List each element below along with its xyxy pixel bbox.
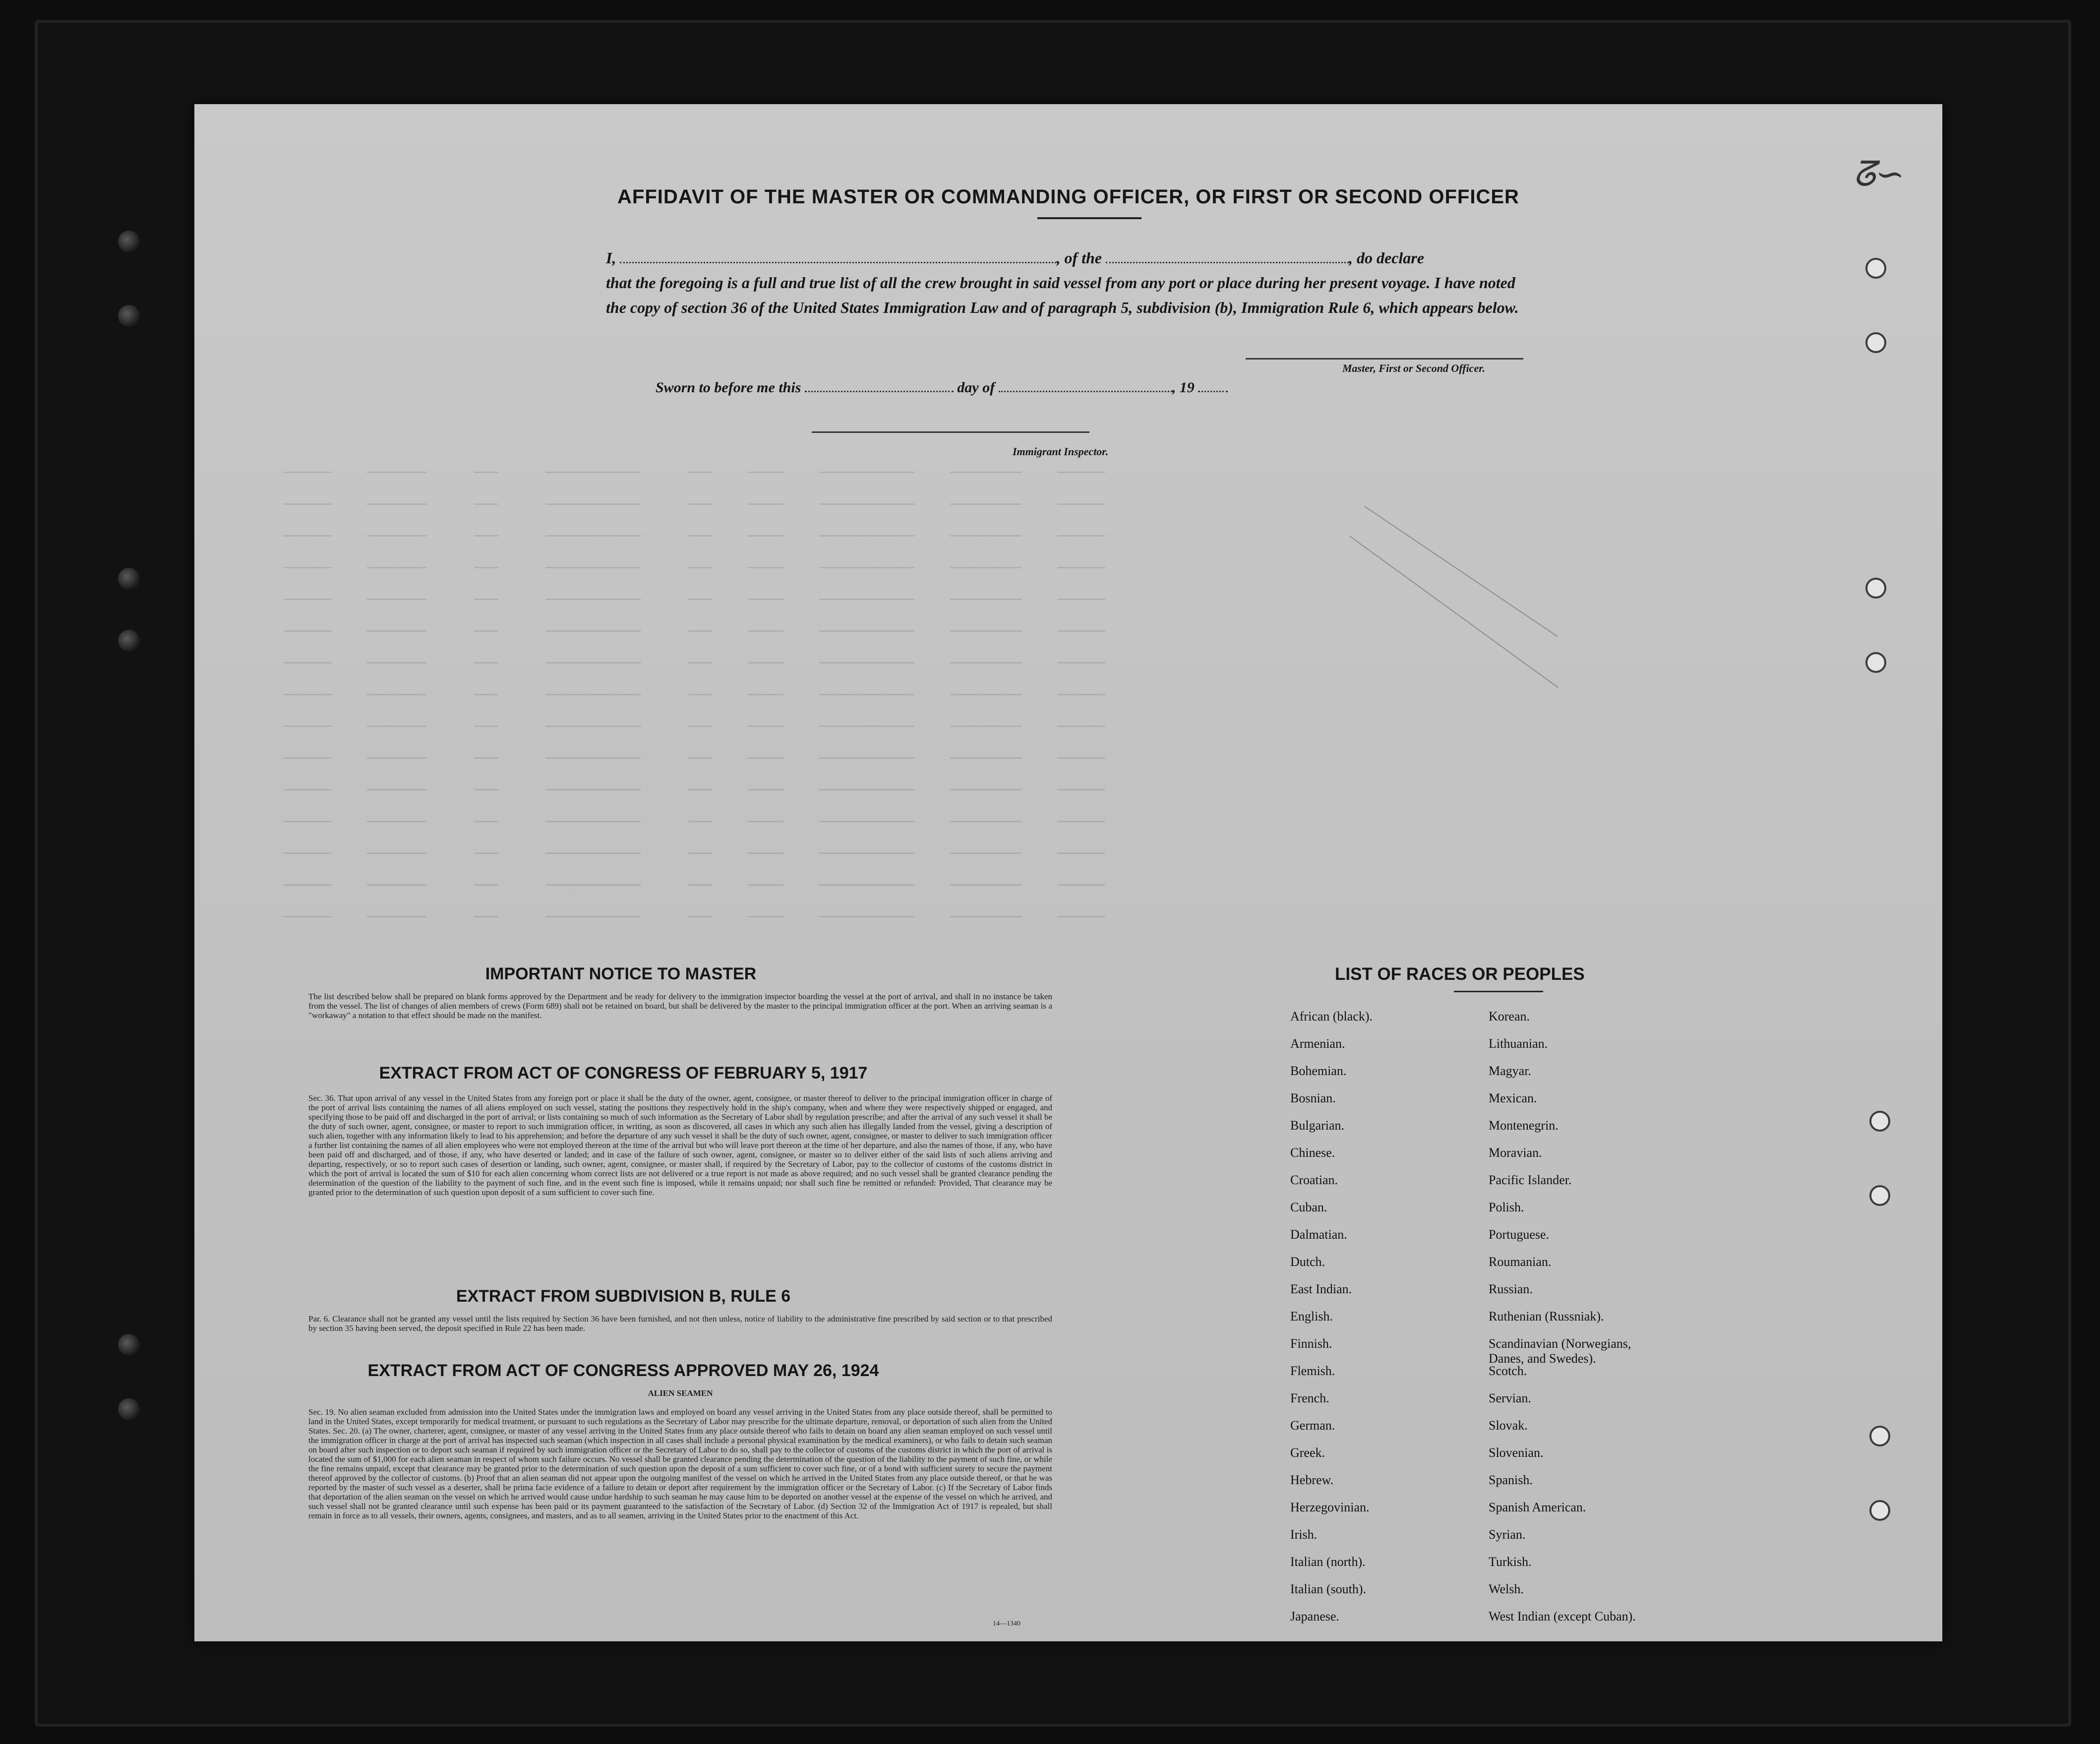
- race-item: Italian (south).: [1290, 1582, 1367, 1596]
- extract-1924-text: Sec. 19. No alien seaman excluded from admission into the United States under the immigration laws and employed on board any vessel arriving in the United States from any place outside thereof, shall be permitted to land in the United States, except temporarily for medical treatment, or pursuant to such regulations as the Secretary of Labor may prescribe for the ultimate departure, removal, or deportation of such alien from the United States. Sec. 20. (a) The owner, charterer, agent, consignee, or master of any vessel arriving in the United States from any place outside thereof who fails to detain on board any alien seaman employed on such vessel until the immigration officer in charge at the port of arrival has inspected such seaman (which inspection in all cases shall include a personal physical examination by the medical examiners), or who fails to detain such seaman on board after such inspection or to deport such seaman if required by such immigration officer or the Secretary of Labor to do so, shall pay to the collector of customs of the customs district in which the port of arrival is located the sum of $1,000 for each alien seaman in respect of whom such failure occurs. No vessel shall be granted clearance pending the determination of the question of the liability to the payment of such fine, or while the fine remains unpaid, except that clearance may be granted prior to the determination of such question upon the deposit of a sum sufficient to cover such fine, or of a bond with sufficient surety to secure the payment thereof approved by the collector of customs. (b) Proof that an alien seaman did not appear upon the outgoing manifest of the vessel on which he arrived in the United States from any place outside thereof, or that he was reported by the master of such vessel as a deserter, shall be prima facie evidence of a failure to detain or deport after requirement by the immigration officer or the Secretary of Labor. (c) If the Secretary of Labor finds that deportation of the alien seaman on the vessel on which he arrived would cause undue hardship to such seaman he may cause him to be deported on another vessel at the expense of the vessel on which he arrived, and such vessel shall not be granted clearance until such expense has been paid or its payment guaranteed to the satisfaction of the Secretary of Labor. (d) Section 32 of the Immigration Act of 1917 is repealed, but shall remain in force as to all vessels, their owners, agents, consignees, and masters, and as to all seamen, arriving in the United States prior to the enactment of this Act.: [308, 1407, 1052, 1520]
- sworn-statement: [656, 377, 1228, 396]
- punch-hole: [118, 1398, 140, 1420]
- race-item: Servian.: [1489, 1391, 1531, 1405]
- race-item: Croatian.: [1290, 1173, 1338, 1187]
- race-item: Dutch.: [1290, 1255, 1325, 1269]
- race-item: Cuban.: [1290, 1200, 1327, 1214]
- race-item: Lithuanian.: [1489, 1036, 1548, 1051]
- race-item: Montenegrin.: [1489, 1118, 1559, 1133]
- binder-ring-icon: [1869, 1185, 1890, 1206]
- race-item: Spanish American.: [1489, 1500, 1586, 1514]
- extract-rule6-title: EXTRACT FROM SUBDIVISION B, RULE 6: [456, 1287, 791, 1306]
- do-declare-label: , do declare: [1349, 249, 1424, 267]
- races-left-column: [1290, 1009, 1373, 1636]
- extract-rule6-text: Par. 6. Clearance shall not be granted any vessel until the lists required by Section 36 have been furnished, and not then unless, notice of liability to the administrative fine prescribed by said section or to that prescribed by section 35 having been served, the deposit specified in Rule 22 has been made.: [308, 1314, 1052, 1333]
- binder-ring-icon: [1869, 1500, 1890, 1521]
- binder-ring-icon: [1865, 332, 1886, 353]
- race-item: African (black).: [1290, 1009, 1373, 1023]
- race-item: Irish.: [1290, 1527, 1318, 1542]
- binder-ring-icon: [1869, 1426, 1890, 1446]
- race-item: Herzegovinian.: [1290, 1500, 1370, 1514]
- race-item: Dalmatian.: [1290, 1227, 1347, 1242]
- declarant-label: I,: [606, 249, 616, 267]
- show-through-text: ──── ───── ── ──────── ── ─── ──────── ────── ──── ──── ───── ── ──────── ── ─── ──────── ────── ──── ──── ───── ── ──────── ── ─── ──────── ────── ──── ──── ───── ── ──────── ── ─── ──────── ────── ──── ──── ───── ── ──────── ── ─── ──────── ────── ──── ──── ───── ── ──────── ── ─── ──────── ────── ──── ──── ───── ── ──────── ── ─── ──────── ────── ──── ──── ───── ── ──────── ── ─── ──────── ────── ──── ──── ───── ── ──────── ── ─── ──────── ────── ──── ──── ───── ── ──────── ── ─── ──────── ────── ──── ──── ───── ── ──────── ── ─── ──────── ────── ──── ──── ───── ── ──────── ── ─── ──────── ────── ──── ──── ───── ── ──────── ── ─── ──────── ────── ──── ──── ───── ── ──────── ── ─── ──────── ────── ──── ──── ───── ── ──────── ── ─── ──────── ────── ────: [284, 463, 1105, 929]
- race-item: Bosnian.: [1290, 1091, 1336, 1105]
- race-item: Scandinavian (Norwegians, Danes, and Swedes).: [1489, 1336, 1631, 1366]
- punch-hole: [118, 1334, 140, 1356]
- race-item: Korean.: [1489, 1009, 1530, 1023]
- form-number: 14—1340: [993, 1620, 1020, 1627]
- manifest-page: [194, 104, 1942, 1641]
- race-item: Welsh.: [1489, 1582, 1524, 1596]
- inspector-signature-line[interactable]: [812, 431, 1089, 433]
- declarant-name-field[interactable]: [620, 248, 1056, 263]
- of-the-label: , of the: [1056, 249, 1102, 267]
- race-item: Armenian.: [1290, 1036, 1345, 1051]
- sworn-day-of: day of: [957, 379, 995, 396]
- race-item: East Indian.: [1290, 1282, 1352, 1296]
- race-item: Italian (north).: [1290, 1555, 1366, 1569]
- master-caption: Master, First or Second Officer.: [1342, 362, 1486, 374]
- race-item: West Indian (except Cuban).: [1489, 1609, 1636, 1624]
- race-item: Scotch.: [1489, 1364, 1527, 1378]
- punch-hole: [118, 568, 140, 590]
- races-title: LIST OF RACES OR PEOPLES: [1335, 964, 1585, 984]
- race-item: Pacific Islander.: [1489, 1173, 1572, 1187]
- race-item: German.: [1290, 1418, 1335, 1433]
- title-underline: [1037, 217, 1141, 219]
- notice-text: The list described below shall be prepared on blank forms approved by the Department and be ready for delivery to the immigration inspector boarding the vessel at the port of arrival, and shall in no instance be taken from the vessel. The list of changes of alien members of crews (Form 689) shall not be retained on board, but shall be delivered by the master to the principal immigration officer at the port. When an arriving seaman is a "workaway" a notation to that effect should be made on the manifest.: [308, 992, 1052, 1020]
- race-item: Flemish.: [1290, 1364, 1335, 1378]
- affidavit-body: [606, 245, 1533, 320]
- race-item: Ruthenian (Russniak).: [1489, 1309, 1604, 1323]
- vessel-name-field[interactable]: [1106, 248, 1349, 263]
- race-item: Japanese.: [1290, 1609, 1339, 1624]
- inspector-caption: Immigrant Inspector.: [1013, 445, 1109, 458]
- binder-ring-icon: [1865, 578, 1886, 599]
- race-item: Syrian.: [1489, 1527, 1526, 1542]
- sworn-day-field[interactable]: [805, 377, 954, 392]
- sworn-year: , 19: [1172, 379, 1195, 396]
- pen-stroke: [1349, 536, 1559, 688]
- master-signature-line[interactable]: [1246, 358, 1523, 360]
- extract-1924-title: EXTRACT FROM ACT OF CONGRESS APPROVED MAY 26, 1924: [367, 1361, 879, 1380]
- race-item: Greek.: [1290, 1445, 1325, 1460]
- race-item: Hebrew.: [1290, 1473, 1334, 1487]
- race-item: Roumanian.: [1489, 1255, 1552, 1269]
- race-item: Mexican.: [1489, 1091, 1537, 1105]
- race-item: Bulgarian.: [1290, 1118, 1345, 1133]
- race-item: Bohemian.: [1290, 1064, 1347, 1078]
- race-item: Slovak.: [1489, 1418, 1528, 1433]
- race-item: Chinese.: [1290, 1145, 1335, 1160]
- races-underline: [1454, 991, 1543, 992]
- extract-1917-title: EXTRACT FROM ACT OF CONGRESS OF FEBRUARY 5, 1917: [379, 1064, 868, 1082]
- affidavit-declaration-text: that the foregoing is a full and true list of all the crew brought in said vessel from any port or place during her present voyage. I have noted the copy of section 36 of the United States Immigration Law and of paragraph 5, subdivision (b), Immigration Rule 6, which appears below.: [606, 274, 1519, 316]
- binder-ring-icon: [1865, 258, 1886, 279]
- race-item: Turkish.: [1489, 1555, 1532, 1569]
- sworn-year-field[interactable]: [1198, 377, 1228, 392]
- extract-1924-subtitle: ALIEN SEAMEN: [648, 1388, 713, 1398]
- race-item: Portuguese.: [1489, 1227, 1550, 1242]
- extract-1917-text: Sec. 36. That upon arrival of any vessel in the United States from any foreign port or place it shall be the duty of the owner, agent, consignee, or master thereof to deliver to the principal immigration officer in charge of the port of arrival lists containing the names of all aliens employed on such vessel, stating the positions they respectively hold in the ship's company, when and where they were respectively shipped or engaged, and specifying those to be paid off and discharged in the port of arrival; or lists containing so much of such information as the Secretary of Labor shall by regulation prescribe; and after the arrival of any such vessel it shall be the duty of such owner, agent, consignee, or master to report to such immigration officer, in writing, as soon as discovered, all cases in which any such alien has illegally landed from the vessel, giving a description of such alien, together with any information likely to lead to his apprehension; and before the departure of any such vessel it shall be the duty of such owner, agent, consignee, or master to deliver to such immigration officer a further list containing the names of all alien employees who were not employed thereon at the time of the arrival but who will leave port thereon at the time of her departure, and also the names of those, if any, who have been paid off and discharged, and of those, if any, who have deserted or landed; and in case of the failure of such owner, agent, consignee, or master so to deliver either of the said lists of such aliens arriving and departing, respectively, or so to report such cases of desertion or landing, such owner, agent, consignee, or master shall, if required by the Secretary of Labor, pay to the collector of customs of the customs district in which the port of arrival is located the sum of $10 for each alien concerning whom correct lists are not delivered or a true report is not made as above required; and no such vessel shall be granted clearance pending the determination of the question of the liability to the payment of such fine, and in the event such fine is imposed, while it remains unpaid; nor shall such fine be remitted or refunded: Provided, That clearance may be granted prior to the determination of such question upon deposit of a sum sufficient to cover such fine.: [308, 1093, 1052, 1197]
- punch-hole: [118, 630, 140, 652]
- notice-title: IMPORTANT NOTICE TO MASTER: [485, 964, 757, 983]
- race-item: Slovenian.: [1489, 1445, 1544, 1460]
- race-item: French.: [1290, 1391, 1329, 1405]
- race-item: Spanish.: [1489, 1473, 1533, 1487]
- races-right-column: [1489, 1009, 1667, 1636]
- race-item: Moravian.: [1489, 1145, 1542, 1160]
- race-item: Polish.: [1489, 1200, 1524, 1214]
- race-item: Magyar.: [1489, 1064, 1531, 1078]
- affidavit-title: AFFIDAVIT OF THE MASTER OR COMMANDING OFFICER, OR FIRST OR SECOND OFFICER: [617, 186, 1519, 208]
- sworn-month-field[interactable]: [999, 377, 1172, 392]
- race-item: Russian.: [1489, 1282, 1533, 1296]
- punch-hole: [118, 231, 140, 252]
- binder-ring-icon: [1869, 1111, 1890, 1132]
- sworn-prefix: Sworn to before me this: [656, 379, 801, 396]
- binder-ring-icon: [1865, 652, 1886, 673]
- handwritten-mark: ᘔ∽: [1853, 156, 1905, 194]
- race-item: Finnish.: [1290, 1336, 1332, 1351]
- race-item: English.: [1290, 1309, 1333, 1323]
- punch-hole: [118, 305, 140, 327]
